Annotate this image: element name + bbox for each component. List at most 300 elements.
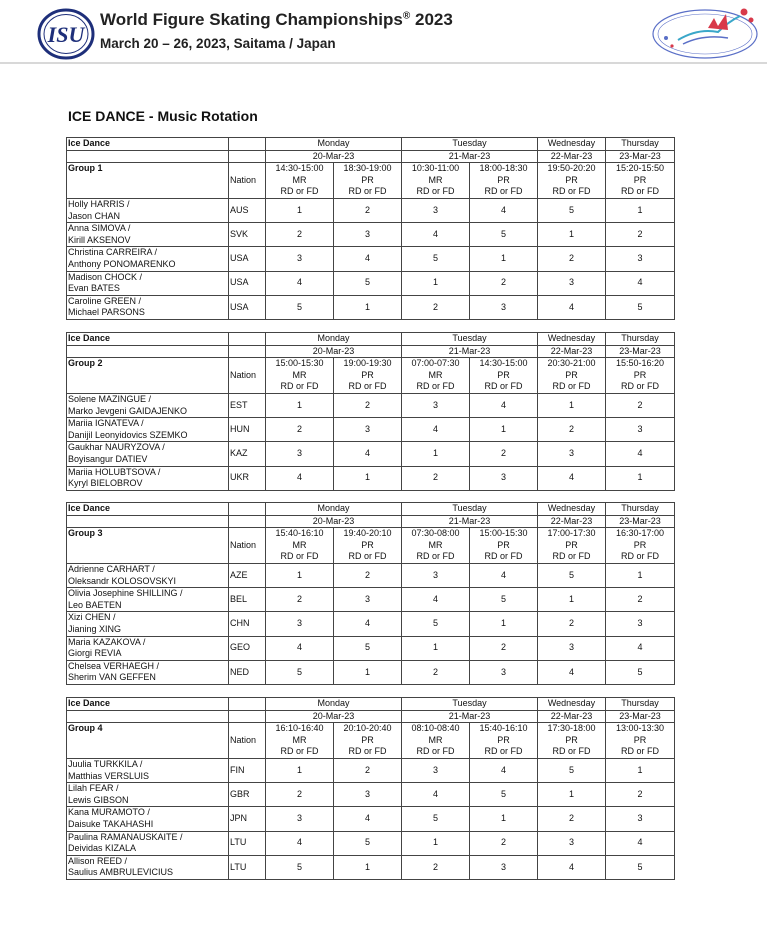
session-time: 15:00-15:30 [266, 358, 334, 370]
session-type: MR [402, 735, 470, 747]
rotation-order: 1 [334, 855, 402, 879]
section-title: ICE DANCE - Music Rotation [68, 108, 258, 124]
nation-code: USA [229, 295, 266, 319]
rotation-order: 3 [606, 807, 675, 831]
table-row [67, 442, 675, 466]
rotation-order: 5 [470, 783, 538, 807]
session-time: 19:50-20:20 [538, 163, 606, 175]
day-name: Monday [266, 138, 402, 151]
rotation-order: 5 [606, 660, 675, 684]
session-time: 07:30-08:00 [402, 528, 470, 540]
rotation-order: 2 [266, 783, 334, 807]
rotation-order: 5 [470, 588, 538, 612]
rotation-order: 4 [470, 563, 538, 587]
table-row [67, 855, 675, 879]
header-divider [0, 62, 767, 64]
session-time: 20:30-21:00 [538, 358, 606, 370]
skater-line-2: Boyisangur DATIEV [68, 453, 148, 464]
rotation-order: 3 [266, 247, 334, 271]
session-time: 08:10-08:40 [402, 723, 470, 735]
day-name: Tuesday [402, 333, 538, 346]
session-segment: RD or FD [334, 381, 402, 393]
session-segment: RD or FD [538, 186, 606, 198]
rotation-order: 3 [266, 612, 334, 636]
rotation-order: 1 [606, 466, 675, 490]
rotation-order: 3 [606, 247, 675, 271]
session-time: 19:40-20:10 [334, 528, 402, 540]
rotation-order: 5 [606, 855, 675, 879]
table-row [67, 223, 675, 247]
couple-names [67, 636, 229, 660]
table-row [67, 418, 675, 442]
session-time: 18:00-18:30 [470, 163, 538, 175]
skater-line-2: Evan BATES [68, 283, 120, 294]
session-time: 14:30-15:00 [266, 163, 334, 175]
event-label: Ice Dance [67, 138, 229, 151]
rotation-order: 2 [470, 831, 538, 855]
day-date: 21-Mar-23 [402, 150, 538, 163]
session-time: 20:10-20:40 [334, 723, 402, 735]
table-row [67, 271, 675, 295]
session-header-row [67, 163, 675, 175]
table-row [67, 466, 675, 490]
skater-line-2: Saulius AMBRULEVICIUS [68, 867, 174, 878]
blank-cell [229, 345, 266, 358]
rotation-order: 5 [334, 271, 402, 295]
couple-names [67, 855, 229, 879]
blank-cell [67, 150, 229, 163]
day-date: 20-Mar-23 [266, 150, 402, 163]
rotation-order: 5 [538, 563, 606, 587]
day-header-row [67, 138, 675, 151]
nation-header: Nation [229, 358, 266, 394]
skater-line-2: Oleksandr KOLOSOVSKYI [68, 575, 177, 586]
rotation-order: 1 [266, 198, 334, 222]
nation-code: LTU [229, 831, 266, 855]
rotation-order: 5 [334, 636, 402, 660]
session-segment: RD or FD [538, 381, 606, 393]
rotation-order: 4 [266, 466, 334, 490]
session-time: 17:30-18:00 [538, 723, 606, 735]
rotation-order: 4 [334, 612, 402, 636]
event-label: Ice Dance [67, 333, 229, 346]
session-segment: RD or FD [402, 381, 470, 393]
skater-line-1: Olivia Josephine SHILLING / [68, 588, 183, 599]
rotation-order: 3 [334, 223, 402, 247]
nation-code: GBR [229, 783, 266, 807]
rotation-order: 3 [538, 636, 606, 660]
rotation-order: 1 [538, 588, 606, 612]
session-segment: RD or FD [266, 381, 334, 393]
couple-names [67, 807, 229, 831]
rotation-order: 5 [334, 831, 402, 855]
day-date: 23-Mar-23 [606, 345, 675, 358]
table-row [67, 198, 675, 222]
rotation-order: 1 [538, 783, 606, 807]
blank-cell [229, 698, 266, 711]
table-row [67, 660, 675, 684]
skater-line-1: Chelsea VERHAEGH / [68, 660, 160, 671]
session-time: 15:20-15:50 [606, 163, 675, 175]
session-type: PR [606, 370, 675, 382]
group-table [66, 137, 675, 320]
day-date: 20-Mar-23 [266, 710, 402, 723]
rotation-order: 3 [266, 442, 334, 466]
skater-line-1: Anna SIMOVA / [68, 223, 131, 234]
skater-line-1: Lilah FEAR / [68, 783, 119, 794]
session-type: MR [266, 540, 334, 552]
rotation-order: 4 [334, 442, 402, 466]
event-label: Ice Dance [67, 698, 229, 711]
skater-line-2: Jason CHAN [68, 210, 121, 221]
day-name: Tuesday [402, 503, 538, 516]
rotation-order: 1 [402, 442, 470, 466]
skater-line-2: Jianing XING [68, 623, 122, 634]
rotation-order: 3 [538, 442, 606, 466]
rotation-order: 4 [334, 807, 402, 831]
day-date: 23-Mar-23 [606, 710, 675, 723]
skater-line-1: Adrienne CARHART / [68, 563, 155, 574]
rotation-order: 5 [402, 247, 470, 271]
rotation-order: 2 [470, 636, 538, 660]
blank-cell [229, 138, 266, 151]
session-type: PR [538, 540, 606, 552]
session-header-row [67, 528, 675, 540]
nation-code: EST [229, 393, 266, 417]
session-segment: RD or FD [538, 746, 606, 758]
rotation-order: 4 [538, 660, 606, 684]
rotation-order: 5 [266, 295, 334, 319]
session-type: PR [334, 735, 402, 747]
session-type: MR [266, 735, 334, 747]
rotation-order: 2 [266, 418, 334, 442]
couple-names [67, 198, 229, 222]
table-row [67, 393, 675, 417]
skater-line-1: Xizi CHEN / [68, 612, 116, 623]
rotation-order: 5 [402, 612, 470, 636]
couple-names [67, 563, 229, 587]
registered-mark: ® [402, 10, 411, 22]
session-type: PR [470, 735, 538, 747]
rotation-order: 3 [334, 418, 402, 442]
rotation-order: 5 [538, 758, 606, 782]
day-name: Thursday [606, 698, 675, 711]
day-name: Tuesday [402, 138, 538, 151]
session-segment: RD or FD [538, 551, 606, 563]
session-type: PR [606, 540, 675, 552]
couple-names [67, 393, 229, 417]
rotation-order: 1 [334, 466, 402, 490]
couple-names [67, 223, 229, 247]
rotation-order: 4 [266, 636, 334, 660]
rotation-order: 3 [334, 588, 402, 612]
session-segment: RD or FD [402, 186, 470, 198]
nation-code: AUS [229, 198, 266, 222]
session-segment: RD or FD [470, 746, 538, 758]
rotation-order: 5 [470, 223, 538, 247]
rotation-order: 1 [470, 418, 538, 442]
rotation-order: 1 [470, 807, 538, 831]
session-type: MR [402, 175, 470, 187]
page-header [0, 0, 767, 66]
session-type: MR [402, 370, 470, 382]
day-date: 22-Mar-23 [538, 515, 606, 528]
rotation-order: 1 [402, 831, 470, 855]
table-row [67, 783, 675, 807]
rotation-order: 2 [538, 247, 606, 271]
rotation-order: 4 [538, 855, 606, 879]
blank-cell [229, 333, 266, 346]
session-segment: RD or FD [402, 746, 470, 758]
session-segment: RD or FD [470, 381, 538, 393]
day-name: Wednesday [538, 333, 606, 346]
day-header-row [67, 333, 675, 346]
rotation-order: 3 [470, 855, 538, 879]
rotation-order: 3 [470, 295, 538, 319]
session-segment: RD or FD [606, 381, 675, 393]
session-segment: RD or FD [266, 186, 334, 198]
session-type: MR [402, 540, 470, 552]
skater-line-1: Madison CHOCK / [68, 271, 143, 282]
rotation-order: 2 [266, 588, 334, 612]
skater-line-2: Danijil Leonyidovics SZEMKO [68, 429, 188, 440]
isu-logo-text: ISU [47, 22, 85, 47]
nation-code: JPN [229, 807, 266, 831]
rotation-order: 2 [402, 295, 470, 319]
session-type: MR [266, 175, 334, 187]
couple-names [67, 783, 229, 807]
session-header-row [67, 723, 675, 735]
session-segment: RD or FD [606, 746, 675, 758]
rotation-order: 1 [470, 612, 538, 636]
session-type: PR [538, 735, 606, 747]
skater-line-2: Leo BAETEN [68, 599, 122, 610]
rotation-order: 4 [606, 636, 675, 660]
session-time: 15:00-15:30 [470, 528, 538, 540]
session-time: 17:00-17:30 [538, 528, 606, 540]
blank-cell [229, 710, 266, 723]
couple-names [67, 247, 229, 271]
session-type: PR [470, 540, 538, 552]
session-time: 10:30-11:00 [402, 163, 470, 175]
day-date: 21-Mar-23 [402, 710, 538, 723]
day-name: Monday [266, 698, 402, 711]
day-name: Tuesday [402, 698, 538, 711]
blank-cell [67, 515, 229, 528]
session-type: MR [266, 370, 334, 382]
blank-cell [229, 515, 266, 528]
session-time: 16:30-17:00 [606, 528, 675, 540]
session-time: 16:10-16:40 [266, 723, 334, 735]
session-time: 14:30-15:00 [470, 358, 538, 370]
rotation-order: 4 [266, 831, 334, 855]
rotation-order: 4 [606, 831, 675, 855]
rotation-order: 1 [470, 247, 538, 271]
session-type: PR [334, 175, 402, 187]
session-header-row [67, 358, 675, 370]
skater-line-1: Maria KAZAKOVA / [68, 636, 146, 647]
rotation-order: 5 [266, 855, 334, 879]
skater-line-2: Kyryl BIELOBROV [68, 478, 143, 489]
nation-code: USA [229, 271, 266, 295]
skater-line-1: Kana MURAMOTO / [68, 807, 150, 818]
skater-line-2: Kirill AKSENOV [68, 234, 131, 245]
session-segment: RD or FD [266, 746, 334, 758]
table-row [67, 563, 675, 587]
group-table [66, 502, 675, 685]
skater-line-2: Anthony PONOMARENKO [68, 258, 176, 269]
nation-code: GEO [229, 636, 266, 660]
rotation-order: 3 [402, 563, 470, 587]
rotation-order: 2 [334, 198, 402, 222]
day-header-row [67, 503, 675, 516]
nation-code: HUN [229, 418, 266, 442]
day-name: Thursday [606, 333, 675, 346]
session-segment: RD or FD [334, 551, 402, 563]
table-row [67, 588, 675, 612]
couple-names [67, 758, 229, 782]
rotation-order: 3 [402, 758, 470, 782]
skater-line-2: Deividas KIZALA [68, 843, 137, 854]
blank-cell [67, 710, 229, 723]
group-name: Group 1 [67, 163, 229, 199]
event-label: Ice Dance [67, 503, 229, 516]
blank-cell [67, 345, 229, 358]
session-segment: RD or FD [402, 551, 470, 563]
session-segment: RD or FD [266, 551, 334, 563]
page-subtitle: March 20 – 26, 2023, Saitama / Japan [100, 36, 336, 51]
rotation-order: 2 [538, 807, 606, 831]
day-name: Monday [266, 333, 402, 346]
table-row [67, 831, 675, 855]
nation-code: KAZ [229, 442, 266, 466]
nation-code: FIN [229, 758, 266, 782]
session-time: 07:00-07:30 [402, 358, 470, 370]
session-segment: RD or FD [606, 551, 675, 563]
title-text: World Figure Skating Championships [100, 10, 403, 29]
rotation-order: 5 [606, 295, 675, 319]
rotation-order: 2 [606, 223, 675, 247]
session-type: PR [538, 370, 606, 382]
date-header-row [67, 345, 675, 358]
rotation-order: 2 [606, 588, 675, 612]
skater-line-1: Christina CARREIRA / [68, 247, 158, 258]
rotation-order: 1 [606, 758, 675, 782]
nation-header: Nation [229, 163, 266, 199]
rotation-order: 5 [538, 198, 606, 222]
rotation-order: 2 [606, 393, 675, 417]
rotation-order: 4 [402, 223, 470, 247]
nation-code: CHN [229, 612, 266, 636]
page-title [100, 10, 453, 30]
session-type: PR [538, 175, 606, 187]
day-date: 20-Mar-23 [266, 515, 402, 528]
rotation-order: 4 [470, 198, 538, 222]
isu-logo-icon [37, 8, 95, 60]
day-header-row [67, 698, 675, 711]
championship-logo-icon [648, 2, 763, 62]
rotation-order: 1 [266, 393, 334, 417]
blank-cell [229, 150, 266, 163]
rotation-order: 4 [470, 758, 538, 782]
skater-line-1: Paulina RAMANAUSKAITE / [68, 831, 183, 842]
date-header-row [67, 150, 675, 163]
rotation-order: 1 [538, 393, 606, 417]
session-type: PR [334, 540, 402, 552]
rotation-order: 2 [334, 563, 402, 587]
nation-code: NED [229, 660, 266, 684]
rotation-order: 3 [606, 418, 675, 442]
day-name: Wednesday [538, 138, 606, 151]
rotation-order: 5 [402, 807, 470, 831]
table-row [67, 758, 675, 782]
couple-names [67, 612, 229, 636]
skater-line-2: Michael PARSONS [68, 307, 145, 318]
session-type: PR [470, 370, 538, 382]
day-date: 20-Mar-23 [266, 345, 402, 358]
group-name: Group 2 [67, 358, 229, 394]
rotation-order: 4 [402, 588, 470, 612]
table-row [67, 807, 675, 831]
blank-cell [229, 503, 266, 516]
rotation-order: 4 [266, 271, 334, 295]
day-name: Thursday [606, 138, 675, 151]
rotation-order: 2 [334, 393, 402, 417]
rotation-order: 1 [606, 198, 675, 222]
rotation-order: 4 [402, 418, 470, 442]
group-name: Group 3 [67, 528, 229, 564]
rotation-order: 5 [266, 660, 334, 684]
session-segment: RD or FD [470, 551, 538, 563]
session-type: PR [334, 370, 402, 382]
nation-header: Nation [229, 528, 266, 564]
rotation-order: 2 [334, 758, 402, 782]
skater-line-2: Giorgi REVIA [68, 648, 122, 659]
rotation-order: 2 [402, 855, 470, 879]
rotation-order: 3 [470, 660, 538, 684]
session-segment: RD or FD [606, 186, 675, 198]
rotation-order: 2 [538, 418, 606, 442]
rotation-order: 4 [538, 466, 606, 490]
rotation-order: 3 [538, 271, 606, 295]
skater-line-1: Holly HARRIS / [68, 198, 130, 209]
session-time: 19:00-19:30 [334, 358, 402, 370]
rotation-order: 1 [606, 563, 675, 587]
nation-code: BEL [229, 588, 266, 612]
session-time: 15:40-16:10 [266, 528, 334, 540]
rotation-order: 2 [266, 223, 334, 247]
rotation-order: 3 [334, 783, 402, 807]
date-header-row [67, 515, 675, 528]
date-header-row [67, 710, 675, 723]
nation-code: UKR [229, 466, 266, 490]
couple-names [67, 831, 229, 855]
couple-names [67, 295, 229, 319]
day-date: 22-Mar-23 [538, 345, 606, 358]
session-time: 18:30-19:00 [334, 163, 402, 175]
nation-code: LTU [229, 855, 266, 879]
skater-line-2: Lewis GIBSON [68, 794, 129, 805]
rotation-order: 3 [470, 466, 538, 490]
skater-line-1: Juulia TURKKILA / [68, 758, 143, 769]
rotation-order: 4 [538, 295, 606, 319]
day-name: Monday [266, 503, 402, 516]
rotation-order: 1 [266, 758, 334, 782]
rotation-order: 1 [538, 223, 606, 247]
couple-names [67, 660, 229, 684]
session-type: PR [606, 175, 675, 187]
skater-line-2: Daisuke TAKAHASHI [68, 818, 154, 829]
